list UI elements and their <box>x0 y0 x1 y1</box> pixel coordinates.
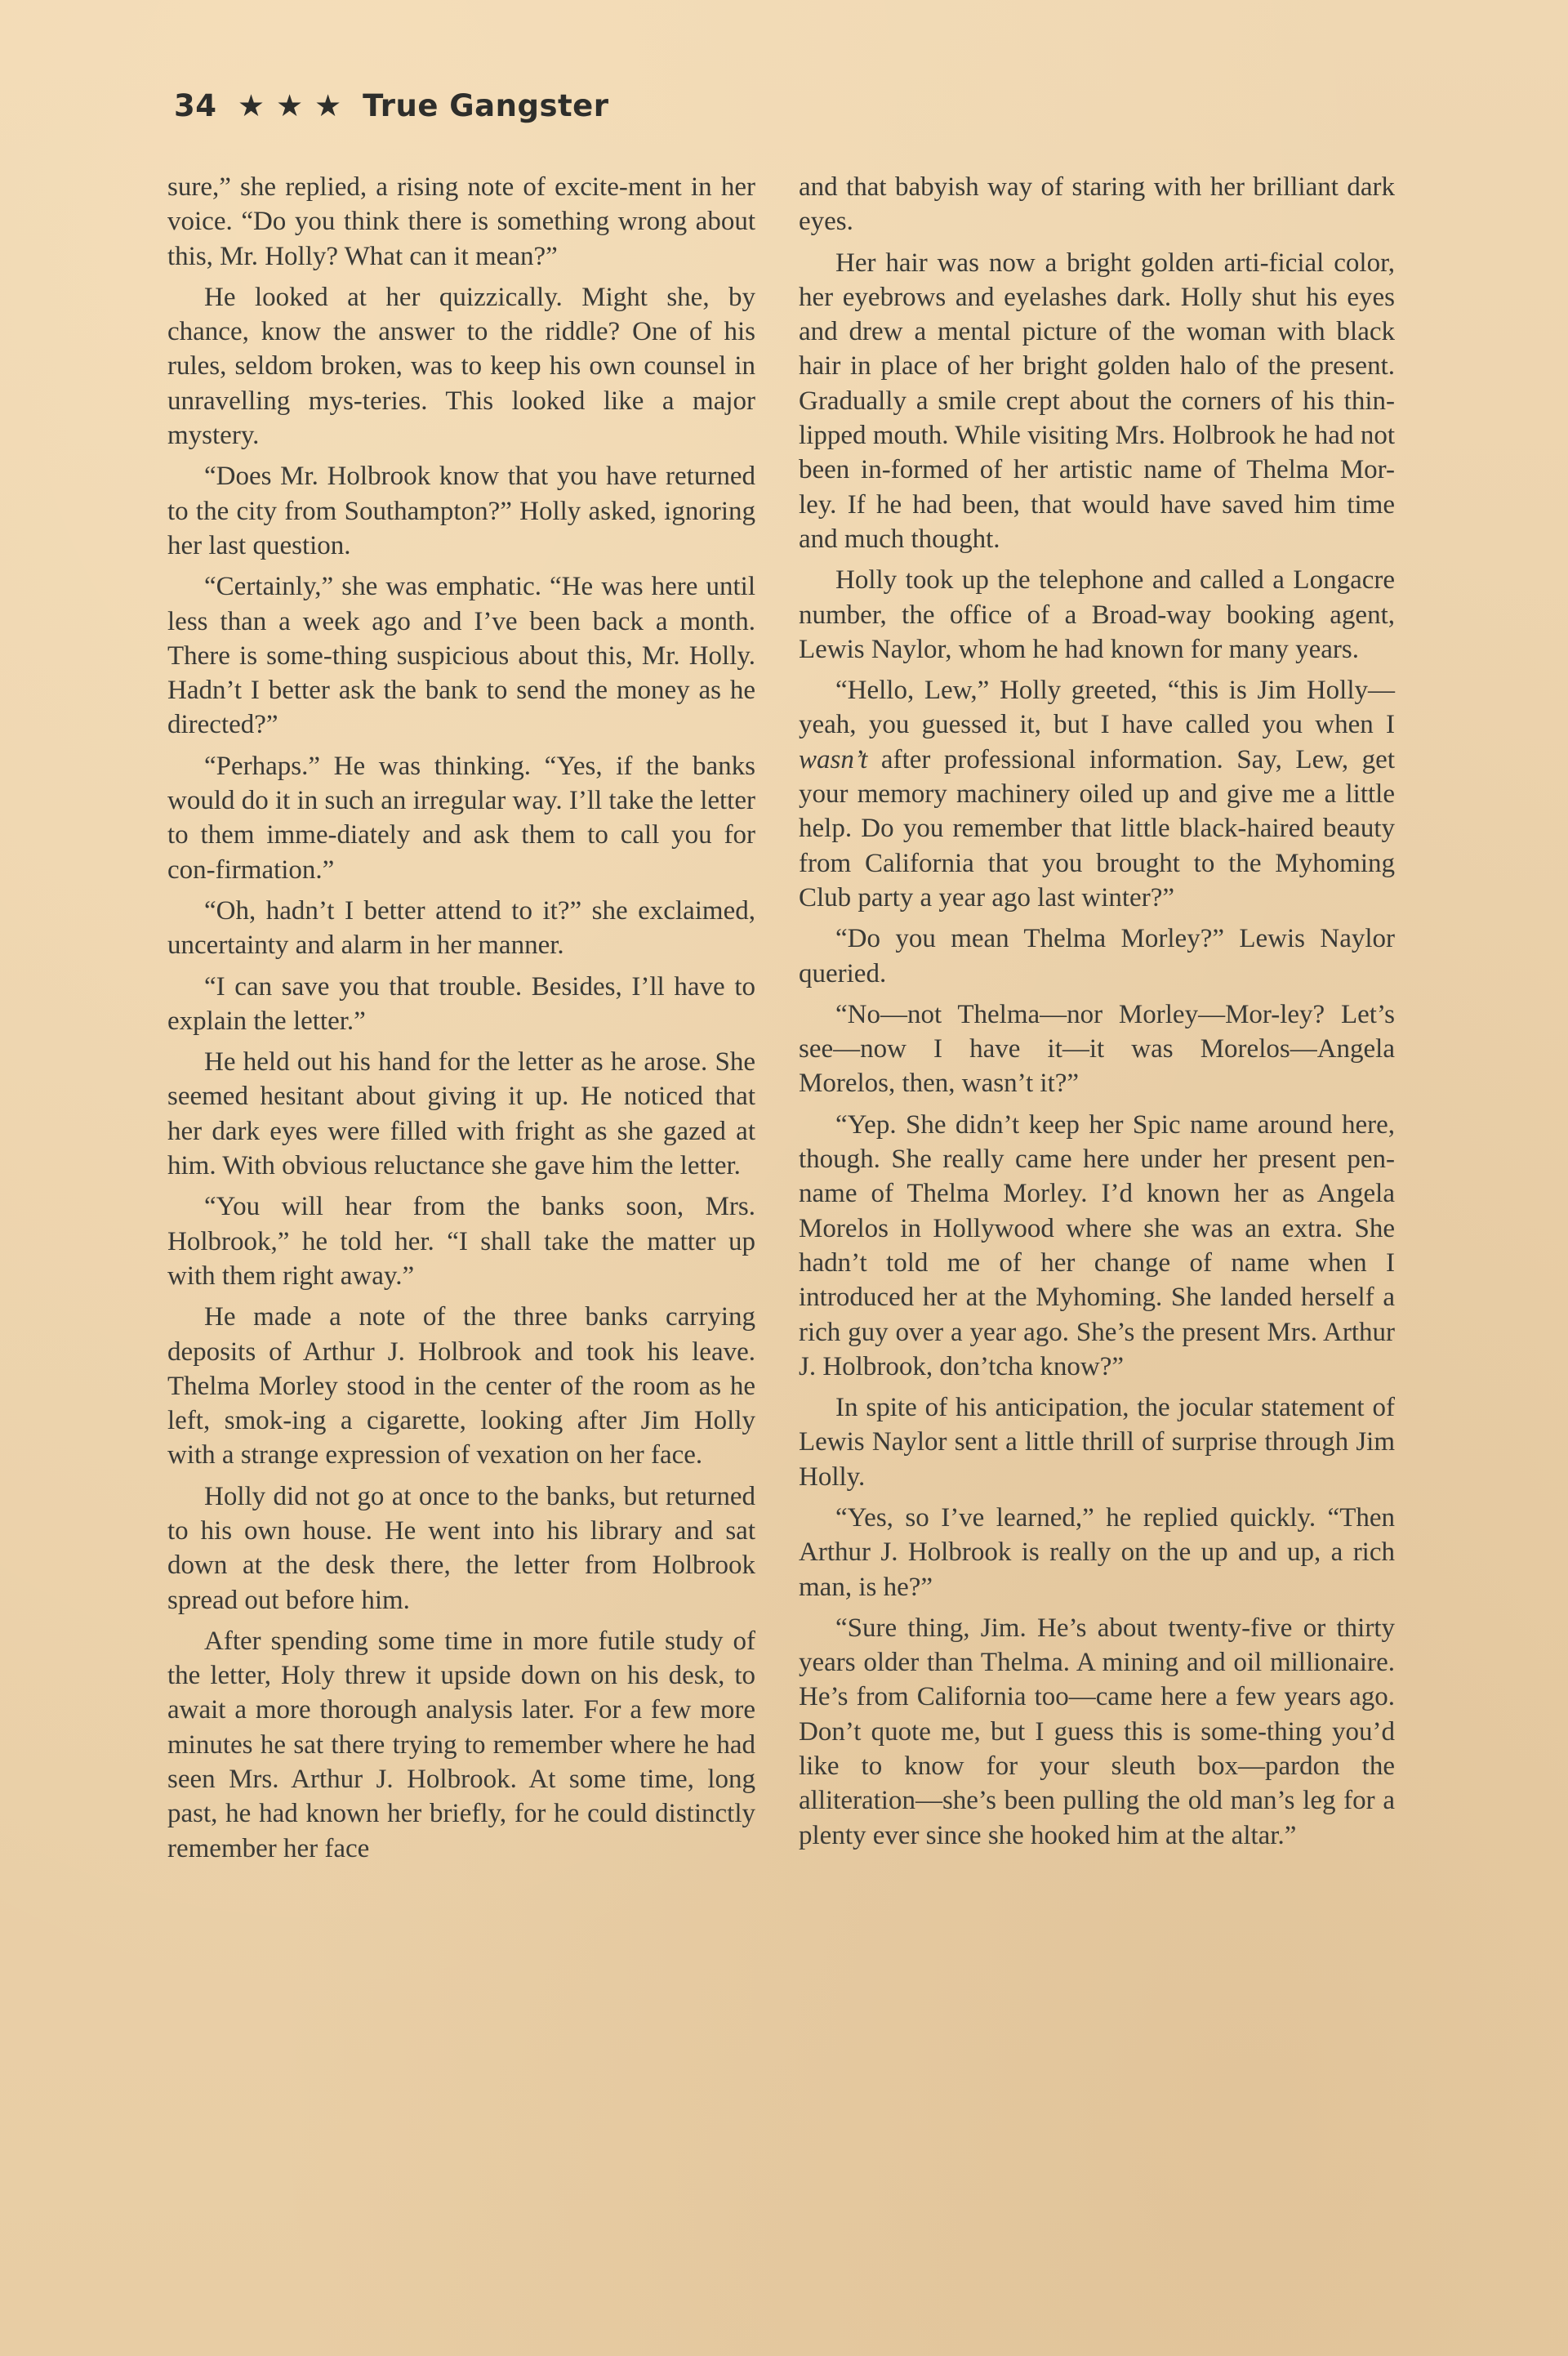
paragraph: “Certainly,” she was emphatic. “He was here until less than a week ago and I’ve been back a month. There is some-thing suspicious about this, Mr. Holly. Hadn’t I better ask the bank to send the money as he directed?” <box>167 572 755 740</box>
paragraph: He looked at her quizzically. Might she, by chance, know the answer to the riddle? One of his rules, seldom broken, was to keep his own counsel in unravelling mys-teries. This looked like a major mystery. <box>167 282 755 451</box>
header-stars: ★ ★ ★ <box>237 88 342 123</box>
paragraph: “Yep. She didn’t keep her Spic name around here, though. She really came here under her present pen-name of Thelma Morley. I’d known her as Angela Morelos in Hollywood where she was an extra. She hadn’t told me of her change of name when I introduced her at the Myhoming. She landed herself a rich guy over a year ago. She’s the present Mrs. Arthur J. Holbrook, don’tcha know?” <box>799 1109 1395 1381</box>
paragraph: “No—not Thelma—nor Morley—Mor-ley? Let’s see—now I have it—it was Morelos—Angela Morelos, then, wasn’t it?” <box>799 999 1395 1099</box>
left-column <box>167 170 755 1866</box>
paragraph: “Do you mean Thelma Morley?” Lewis Naylor queried. <box>799 924 1395 988</box>
paragraph: “Does Mr. Holbrook know that you have returned to the city from Southampton?” Holly asked, ignoring her last question. <box>167 462 755 560</box>
magazine-title: True Gangster <box>363 88 609 123</box>
text-run: “Hello, Lew,” Holly greeted, “this is Jim Holly—yeah, you guessed it, but I have called you when I <box>799 676 1395 740</box>
paragraph: “You will hear from the banks soon, Mrs. Holbrook,” he told her. “I shall take the matter up with them right away.” <box>167 1192 755 1291</box>
paragraph: “Sure thing, Jim. He’s about twenty-five or thirty years older than Thelma. A mining and oil millionaire. He’s from California too—came here a few years ago. Don’t quote me, but I guess this is some-thing you’d like to know for your sleuth box—pardon the alliteration—she’s been pulling the old man’s leg for a plenty ever since she hooked him at the altar.” <box>799 1613 1395 1850</box>
running-header <box>174 88 619 123</box>
paragraph-with-italic <box>799 673 1395 915</box>
paragraph: sure,” she replied, a rising note of excite-ment in her voice. “Do you think there is something wrong about this, Mr. Holly? What can it mean?” <box>167 172 755 271</box>
paragraph: He held out his hand for the letter as he arose. She seemed hesitant about giving it up. He noticed that her dark eyes were filled with fright as she gazed at him. With obvious reluctance she gave him the letter. <box>167 1047 755 1181</box>
paragraph: Holly did not go at once to the banks, but returned to his own house. He went into his library and sat down at the desk there, the letter from Holbrook spread out before him. <box>167 1481 755 1615</box>
right-column <box>799 170 1395 1853</box>
paragraph: “I can save you that trouble. Besides, I’ll have to explain the letter.” <box>167 971 755 1036</box>
paragraph: After spending some time in more futile study of the letter, Holy threw it upside down on his desk, to await a more thorough analysis later. For a few more minutes he sat there trying to remember where he had seen Mrs. Arthur J. Holbrook. At some time, long past, he had known her briefly, for he could distinctly remember her face <box>167 1626 755 1863</box>
paragraph: “Oh, hadn’t I better attend to it?” she exclaimed, uncertainty and alarm in her manner. <box>167 895 755 961</box>
page-number: 34 <box>174 88 217 123</box>
paragraph: He made a note of the three banks carrying deposits of Arthur J. Holbrook and took his leave. Thelma Morley stood in the center of the room as he left, smok-ing a cigarette, looking after Jim Holly with a strange expression of vexation on her face. <box>167 1302 755 1470</box>
paragraph: Holly took up the telephone and called a Longacre number, the office of a Broad-way booking agent, Lewis Naylor, whom he had known for many years. <box>799 565 1395 664</box>
paragraph: “Yes, so I’ve learned,” he replied quickly. “Then Arthur J. Holbrook is really on the up and up, a rich man, is he?” <box>799 1502 1395 1602</box>
paragraph: “Perhaps.” He was thinking. “Yes, if the banks would do it in such an irregular way. I’ll take the letter to them imme-diately and ask them to call you for con-firmation.” <box>167 751 755 885</box>
paragraph: and that babyish way of staring with her brilliant dark eyes. <box>799 172 1395 237</box>
italic-word: wasn’t <box>799 744 868 774</box>
paragraph: In spite of his anticipation, the jocular statement of Lewis Naylor sent a little thrill of surprise through Jim Holly. <box>799 1393 1395 1492</box>
paragraph: Her hair was now a bright golden arti-ficial color, her eyebrows and eyelashes dark. Holly shut his eyes and drew a mental picture of the woman with black hair in place of her bright golden halo of the present. Gradually a smile crept about the corners of his thin-lipped mouth. While visiting Mrs. Holbrook he had not been in-formed of her artistic name of Thelma Mor-ley. If he had been, that would have saved him time and much thought. <box>799 248 1395 554</box>
text-run: after professional information. Say, Lew, get your memory machinery oiled up and give me a little help. Do you remember that little black-haired beauty from California that you brought to the Myhoming Club party a year ago last winter?” <box>799 744 1395 913</box>
